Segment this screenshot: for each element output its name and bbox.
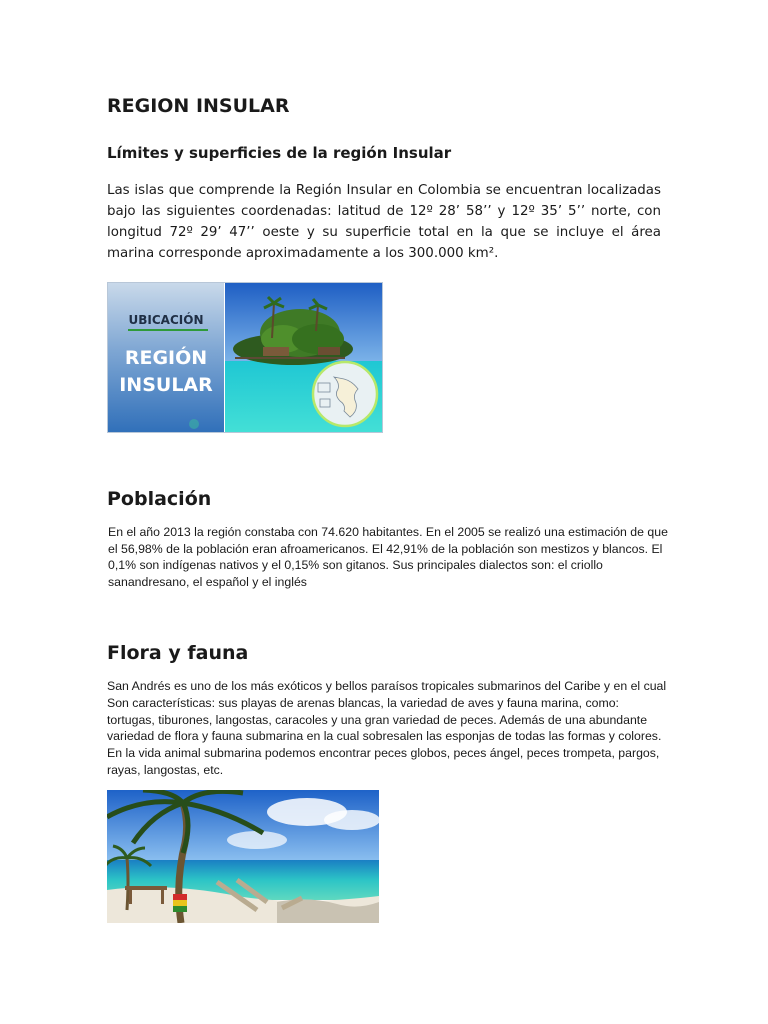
limits-paragraph: Las islas que comprende la Región Insular en Colombia se encuentran localizadas bajo las siguientes coordenadas: latitud de 12º 28’ 58’’ y 12º 35’ 5’’ norte, con longitud 72º 29’ 47’’ oeste y su superficie total en la que se incluye el área marina corresponde aproximadamente a los 300.000 km². [107,183,661,261]
region-label: REGIÓN [124,347,208,369]
page-title: REGION INSULAR [107,95,290,117]
limits-heading: Límites y superficies de la región Insular [107,144,452,162]
ubicacion-label: UBICACIÓN [128,313,204,327]
insular-label: INSULAR [119,374,213,396]
flora-paragraph: San Andrés es uno de los más exóticos y bellos paraísos tropicales submarinos del Caribe y en el cual Son características: sus playas de arenas blancas, la variedad de aves y fauna marina, como: tortugas, tiburones, langostas, caracoles y una gran variedad de peces. Además de una abundante variedad de flora y fauna submarina en la cual sobresalen las esponjas de todas las formas y colores. En la vida animal submarina podemos encontrar peces globos, peces ángel, peces trompeta, pargos, rayas, langostas, etc. [107,679,667,777]
flora-heading: Flora y fauna [107,642,249,664]
ubicacion-image [107,282,383,433]
population-paragraph: En el año 2013 la región constaba con 74.620 habitantes. En el 2005 se realizó una estimación de que el 56,98% de la población eran afroamericanos. El 42,91% de la población son mestizos y blancos. El 0,1% son indígenas nativos y el 0,15% son gitanos. Sus principales dialectos son: el criollo sanandresano, el español y el inglés [108,525,668,589]
beach-image [107,790,379,923]
population-heading: Población [107,488,212,510]
